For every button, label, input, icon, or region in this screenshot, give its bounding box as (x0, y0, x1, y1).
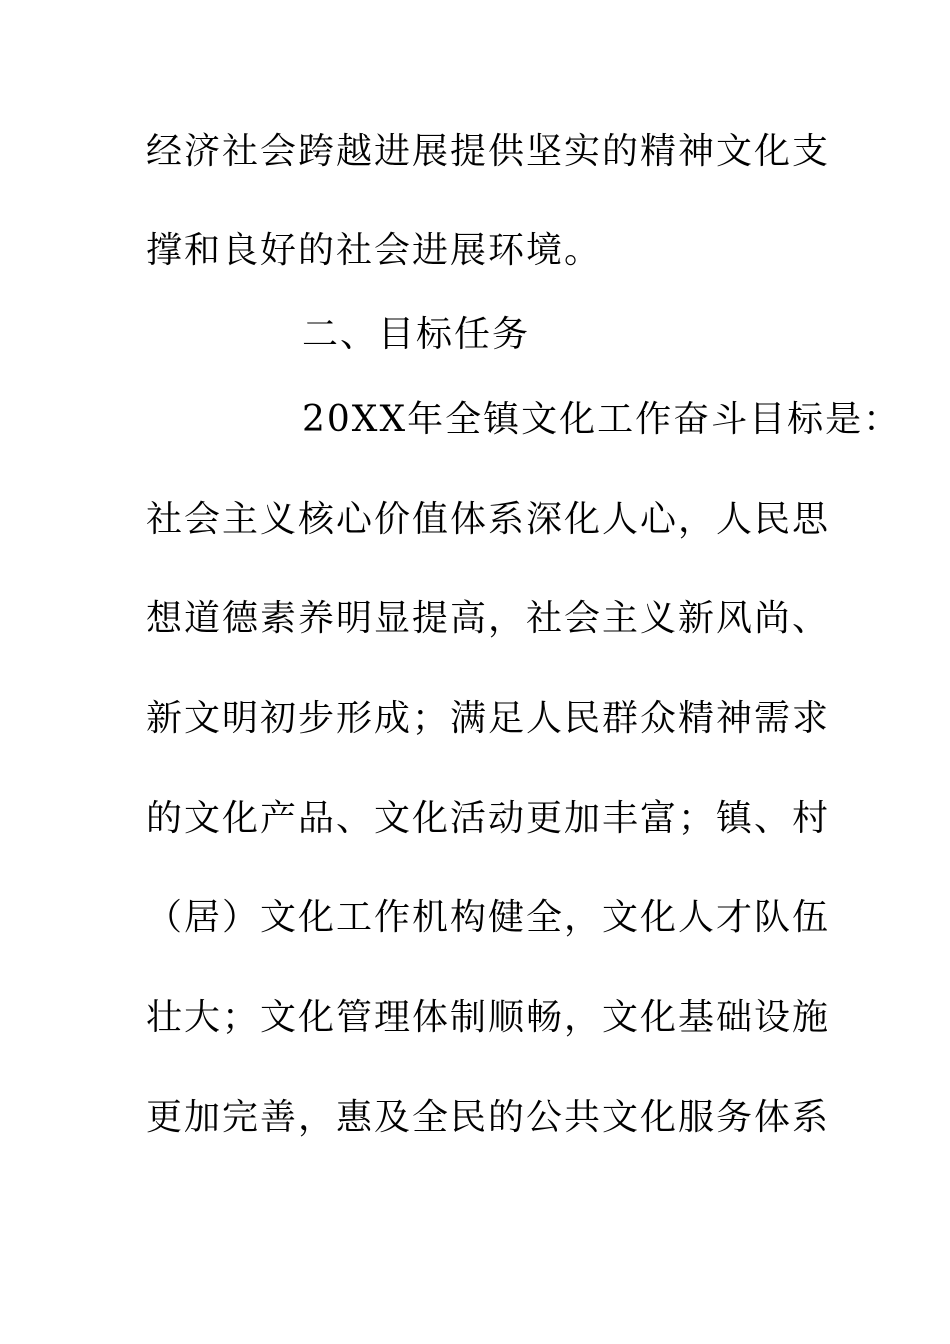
paragraph-line: 社会主义核心价值体系深化人心，人民思 (146, 499, 831, 540)
section-heading: 二、目标任务 (302, 314, 531, 355)
paragraph-line: 20XX年全镇文化工作奋斗目标是： (302, 399, 902, 440)
paragraph-line: 撑和良好的社会进展环境。 (146, 230, 603, 271)
paragraph-line: （居）文化工作机构健全，文化人才队伍 (146, 897, 831, 938)
paragraph-line: 的文化产品、文化活动更加丰富；镇、村 (146, 798, 831, 839)
paragraph-line: 更加完善，惠及全民的公共文化服务体系 (146, 1097, 831, 1138)
paragraph-line: 想道德素养明显提高，社会主义新风尚、 (146, 598, 831, 639)
paragraph-line: 经济社会跨越进展提供坚实的精神文化支 (146, 131, 831, 172)
paragraph-line: 壮大；文化管理体制顺畅，文化基础设施 (146, 997, 831, 1038)
paragraph-line: 新文明初步形成；满足人民群众精神需求 (146, 698, 831, 739)
